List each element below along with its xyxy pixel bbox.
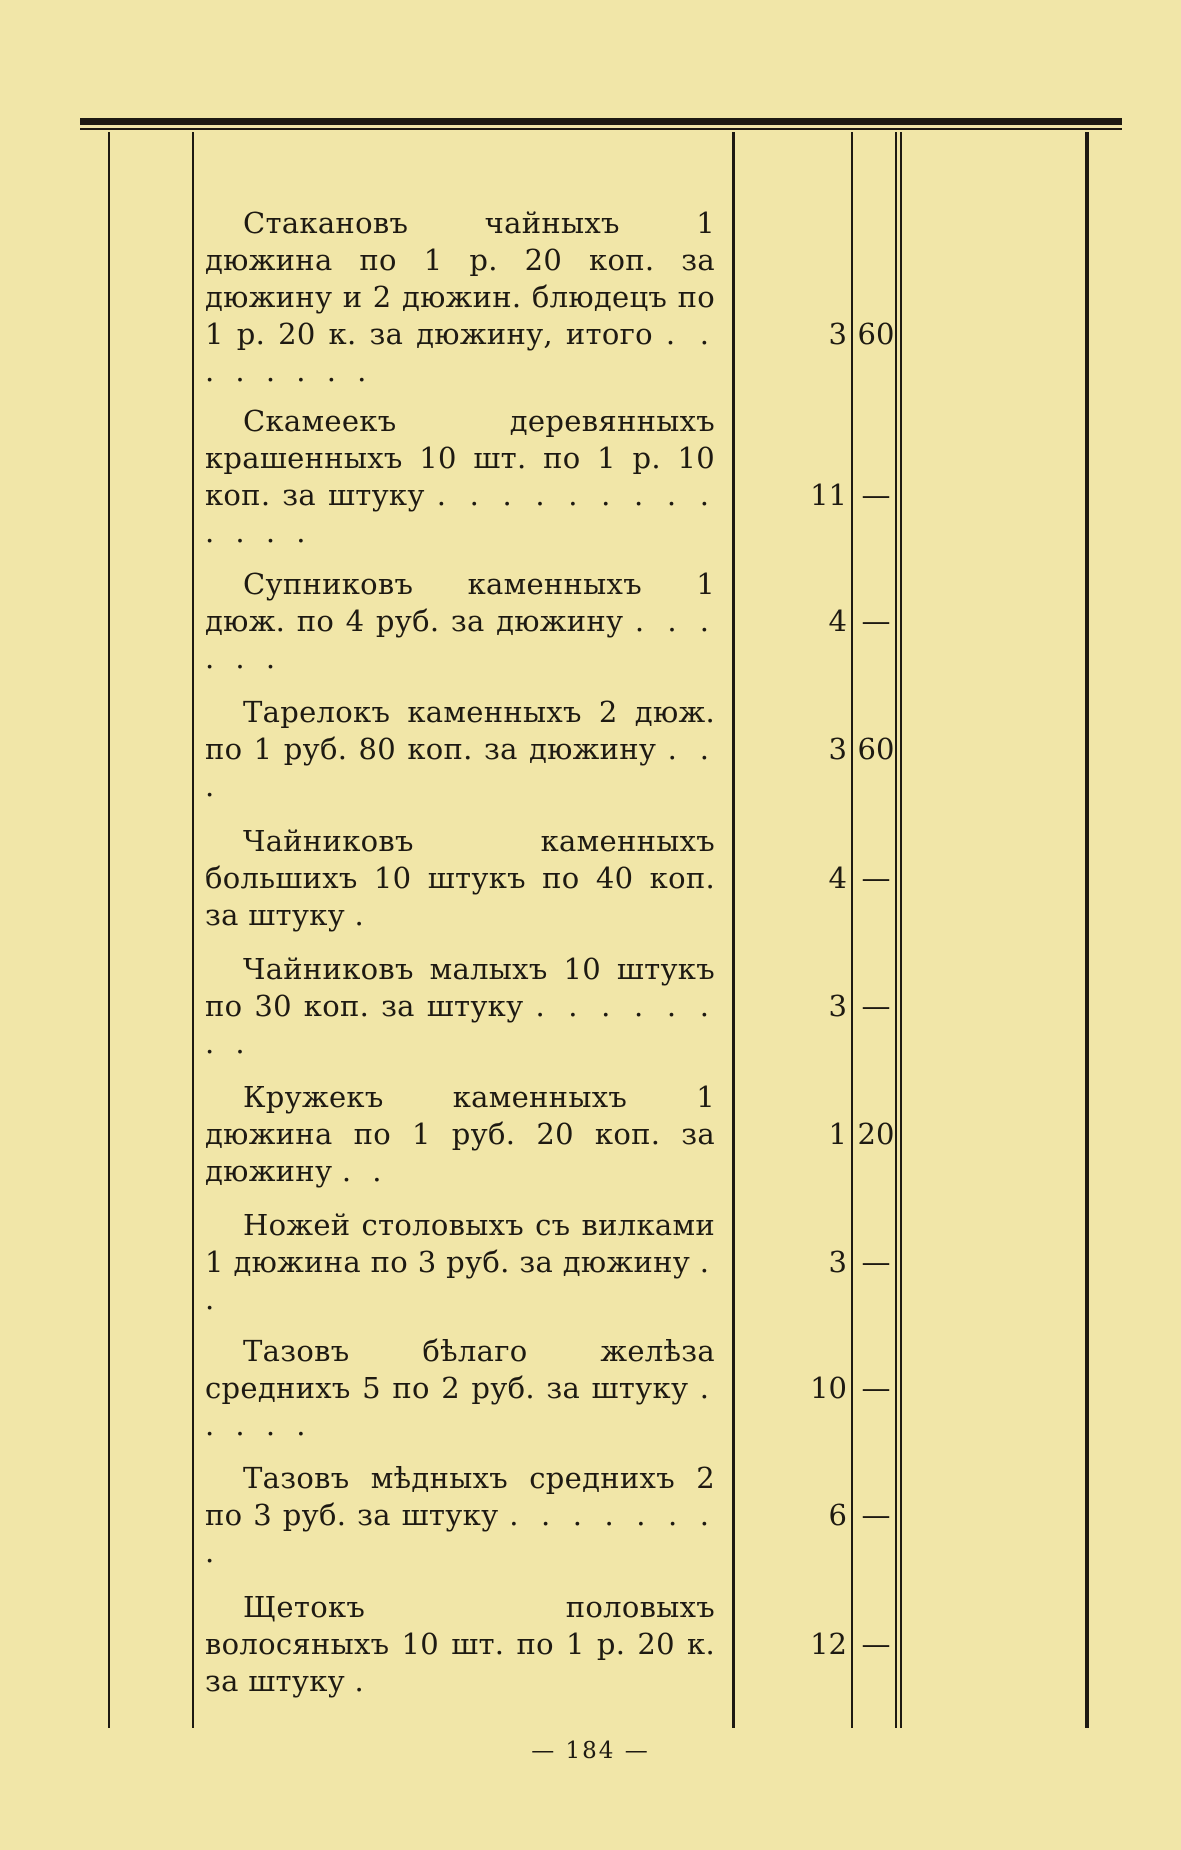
entry-description: Супниковъ каменныхъ 1 дюж. по 4 руб. за дюжину . . . . . . xyxy=(205,567,715,675)
entry-1 xyxy=(205,205,715,390)
entry-description: Чайниковъ каменныхъ большихъ 10 штукъ по 40 коп. за штуку . xyxy=(205,824,715,932)
kopecks-value: — xyxy=(861,604,891,638)
entry-8-amount xyxy=(0,1244,1181,1281)
entry-11-amount xyxy=(0,1626,1181,1663)
rubles-value: 12 xyxy=(810,1627,847,1661)
top-rule xyxy=(80,118,1122,125)
entry-3-amount xyxy=(0,603,1181,640)
kopecks-value: — xyxy=(861,1498,891,1532)
kopecks-value: 60 xyxy=(857,732,895,766)
kopecks-right-line-2 xyxy=(900,132,902,1728)
entry-4-amount xyxy=(0,731,1181,768)
kopecks-value: — xyxy=(861,989,891,1023)
rubles-value: 4 xyxy=(828,604,847,638)
rubles-value: 10 xyxy=(810,1371,847,1405)
rubles-value: 3 xyxy=(828,989,847,1023)
entry-2-amount xyxy=(0,477,1181,514)
entry-description: Ножей столовыхъ съ вилками 1 дюжина по 3 руб. за дюжину . . xyxy=(205,1208,715,1316)
kopecks-value: 60 xyxy=(857,317,895,351)
page-number: — 184 — xyxy=(531,1738,650,1764)
kopecks-value: 20 xyxy=(857,1117,895,1151)
kopecks-value: — xyxy=(861,1245,891,1279)
entry-1-amount xyxy=(0,316,1181,353)
rubles-value: 4 xyxy=(828,861,847,895)
rubles-value: 1 xyxy=(828,1117,847,1151)
kopecks-value: — xyxy=(861,1371,891,1405)
kopecks-right-line xyxy=(895,132,897,1728)
description-left-line xyxy=(192,132,194,1728)
kopecks-left-line xyxy=(851,132,853,1728)
entry-description: Кружекъ каменныхъ 1 дюжина по 1 руб. 20 коп. за дюжину . . xyxy=(205,1080,715,1188)
entry-7-amount xyxy=(0,1116,1181,1153)
entry-9-amount xyxy=(0,1370,1181,1407)
right-border-line xyxy=(1085,132,1089,1728)
entry-description: Тарелокъ каменныхъ 2 дюж. по 1 руб. 80 коп. за дюжину . . . xyxy=(205,695,715,803)
entry-10-amount xyxy=(0,1497,1181,1534)
rubles-value: 3 xyxy=(828,732,847,766)
rubles-value: 11 xyxy=(810,478,847,512)
kopecks-value: — xyxy=(861,861,891,895)
entry-description: Чайниковъ малыхъ 10 штукъ по 30 коп. за штуку . . . . . . . . xyxy=(205,952,715,1060)
rubles-value: 3 xyxy=(828,1245,847,1279)
top-rule-thin xyxy=(80,128,1122,130)
entry-description: Щетокъ половыхъ волосяныхъ 10 шт. по 1 р. 20 к. за штуку . xyxy=(205,1590,715,1698)
kopecks-value: — xyxy=(861,1627,891,1661)
rubles-value: 3 xyxy=(828,317,847,351)
entry-description: Скамеекъ деревянныхъ крашенныхъ 10 шт. по 1 р. 10 коп. за штуку . . . . . . . . . . . . . xyxy=(205,404,715,549)
rubles-left-line xyxy=(732,132,735,1728)
entry-description: Тазовъ мѣдныхъ среднихъ 2 по 3 руб. за штуку . . . . . . . . xyxy=(205,1461,715,1569)
rubles-value: 6 xyxy=(828,1498,847,1532)
entry-6-amount xyxy=(0,988,1181,1025)
entry-description: Стакановъ чайныхъ 1 дюжина по 1 р. 20 коп. за дюжину и 2 дюжин. блюдецъ по 1 р. 20 к. за дюжину, итого . . . . . . . . xyxy=(205,206,715,388)
left-border-line xyxy=(108,132,110,1728)
kopecks-value: — xyxy=(861,478,891,512)
entry-5-amount xyxy=(0,860,1181,897)
entry-description: Тазовъ бѣлаго желѣза среднихъ 5 по 2 руб. за штуку . . . . . xyxy=(205,1334,715,1442)
